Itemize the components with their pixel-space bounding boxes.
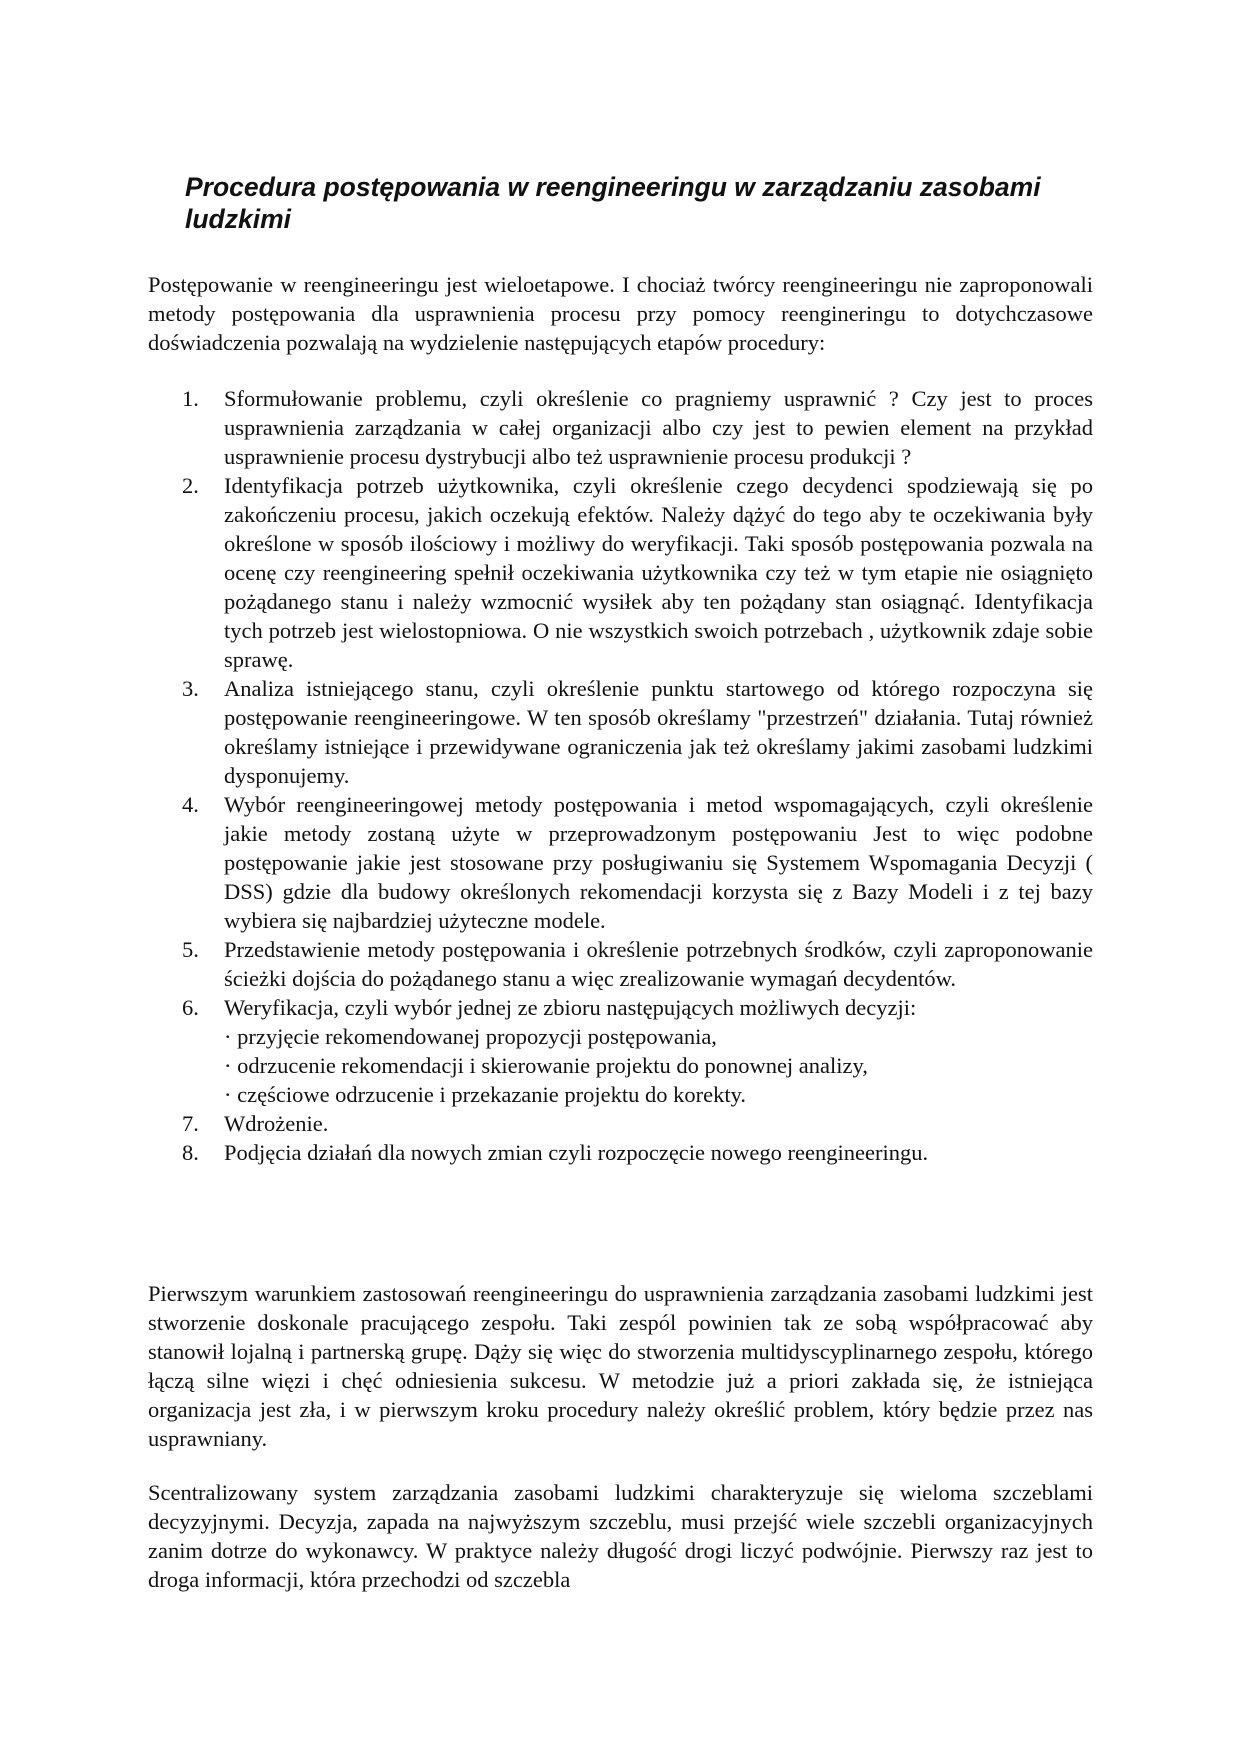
- document-title: Procedura postępowania w reengineeringu w zarządzaniu zasobami ludzkimi: [185, 172, 1041, 234]
- list-item: [148, 674, 1093, 790]
- step-text: Przedstawienie metody postępowania i określenie potrzebnych środków, czyli zaproponowanie ścieżki dojścia do pożądanego stanu a więc zrealizowanie wymagań decydentów.: [224, 937, 1093, 991]
- decision-option: · odrzucenie rekomendacji i skierowanie projektu do ponownej analizy,: [224, 1053, 868, 1078]
- step-number: 7.: [182, 1111, 199, 1136]
- centralized-system-paragraph: Scentralizowany system zarządzania zasobami ludzkimi charakteryzuje się wieloma szczeblami decyzyjnymi. Decyzja, zapada na najwyższym szczeblu, musi przejść wiele szczebli organizacyjnych zanim dotrze do wykonawcy. W praktyce należy długość drogi liczyć podwójnie. Pierwszy raz jest to droga informacji, która przechodzi od szczebla: [148, 1480, 1093, 1592]
- step-text: Wdrożenie.: [224, 1111, 329, 1136]
- step-number: 4.: [182, 792, 199, 817]
- step-number: 8.: [182, 1140, 199, 1165]
- step-text: Wybór reengineeringowej metody postępowania i metod wspomagających, czyli określenie jakie metody zostaną użyte w przeprowadzonym postępowaniu Jest to więc podobne postępowanie jakie jest stosowane przy posługiwaniu się Systemem Wspomagania Decyzji ( DSS) gdzie dla budowy określonych rekomendacji korzysta się z Bazy Modeli i z tej bazy wybiera się najbardziej użyteczne modele.: [224, 792, 1093, 933]
- step-number: 6.: [182, 995, 199, 1020]
- list-item: [148, 471, 1093, 674]
- step-text: Analiza istniejącego stanu, czyli określenie punktu startowego od którego rozpoczyna się postępowanie reengineeringowe. W ten sposób określamy "przestrzeń" działania. Tutaj również określamy istniejące i przewidywane ograniczenia jak też określamy jakimi zasobami ludzkimi dysponujemy.: [224, 676, 1093, 788]
- decision-option: · częściowe odrzucenie i przekazanie projektu do korekty.: [224, 1082, 747, 1107]
- step-number: 1.: [182, 386, 199, 411]
- step-number: 3.: [182, 676, 199, 701]
- step-number: 5.: [182, 937, 199, 962]
- intro-paragraph: Postępowanie w reengineeringu jest wieloetapowe. I chociaż twórcy reengineeringu nie zaproponowali metody postępowania dla usprawnienia procesu przy pomocy reengineringu to dotychczasowe doświadczenia pozwalają na wydzielenie następujących etapów procedury:: [148, 272, 1093, 355]
- list-item: [148, 1109, 1093, 1138]
- list-item: [148, 384, 1093, 471]
- team-paragraph: Pierwszym warunkiem zastosowań reengineeringu do usprawnienia zarządzania zasobami ludzkimi jest stworzenie doskonale pracującego zespołu. Taki zespól powinien tak ze sobą współpracować aby stanowił lojalną i partnerską grupę. Dąży się więc do stworzenia multidyscyplinarnego zespołu, którego łączą silne więzi i chęć odniesienia sukcesu. W metodzie już a priori zakłada się, że istniejąca organizacja jest zła, i w pierwszym kroku procedury należy określić problem, który będzie przez nas usprawniany.: [148, 1281, 1093, 1451]
- list-item: [148, 790, 1093, 935]
- list-item: [148, 1138, 1093, 1167]
- procedure-steps-list: [148, 384, 1093, 1167]
- step-text: Sformułowanie problemu, czyli określenie co pragniemy usprawnić ? Czy jest to proces usprawnienia zarządzania w całej organizacji albo czy jest to pewien element na przykład usprawnienie procesu dystrybucji albo też usprawnienie procesu produkcji ?: [224, 386, 1093, 469]
- decision-option: · przyjęcie rekomendowanej propozycji postępowania,: [224, 1024, 717, 1049]
- step-text: Weryfikacja, czyli wybór jednej ze zbioru następujących możliwych decyzji:: [224, 995, 917, 1020]
- list-item: [148, 993, 1093, 1109]
- step-text: Podjęcia działań dla nowych zmian czyli rozpoczęcie nowego reengineeringu.: [224, 1140, 929, 1165]
- step-number: 2.: [182, 473, 199, 498]
- list-item: [148, 935, 1093, 993]
- step-text: Identyfikacja potrzeb użytkownika, czyli określenie czego decydenci spodziewają się po zakończeniu procesu, jakich oczekują efektów. Należy dążyć do tego aby te oczekiwania były określone w sposób ilościowy i możliwy do weryfikacji. Taki sposób postępowania pozwala na ocenę czy reengineering spełnił oczekiwania użytkownika czy też w tym etapie nie osiągnięto pożądanego stanu i należy wzmocnić wysiłek aby ten pożądany stan osiągnąć. Identyfikacja tych potrzeb jest wielostopniowa. O nie wszystkich swoich potrzebach , użytkownik zdaje sobie sprawę.: [224, 473, 1093, 672]
